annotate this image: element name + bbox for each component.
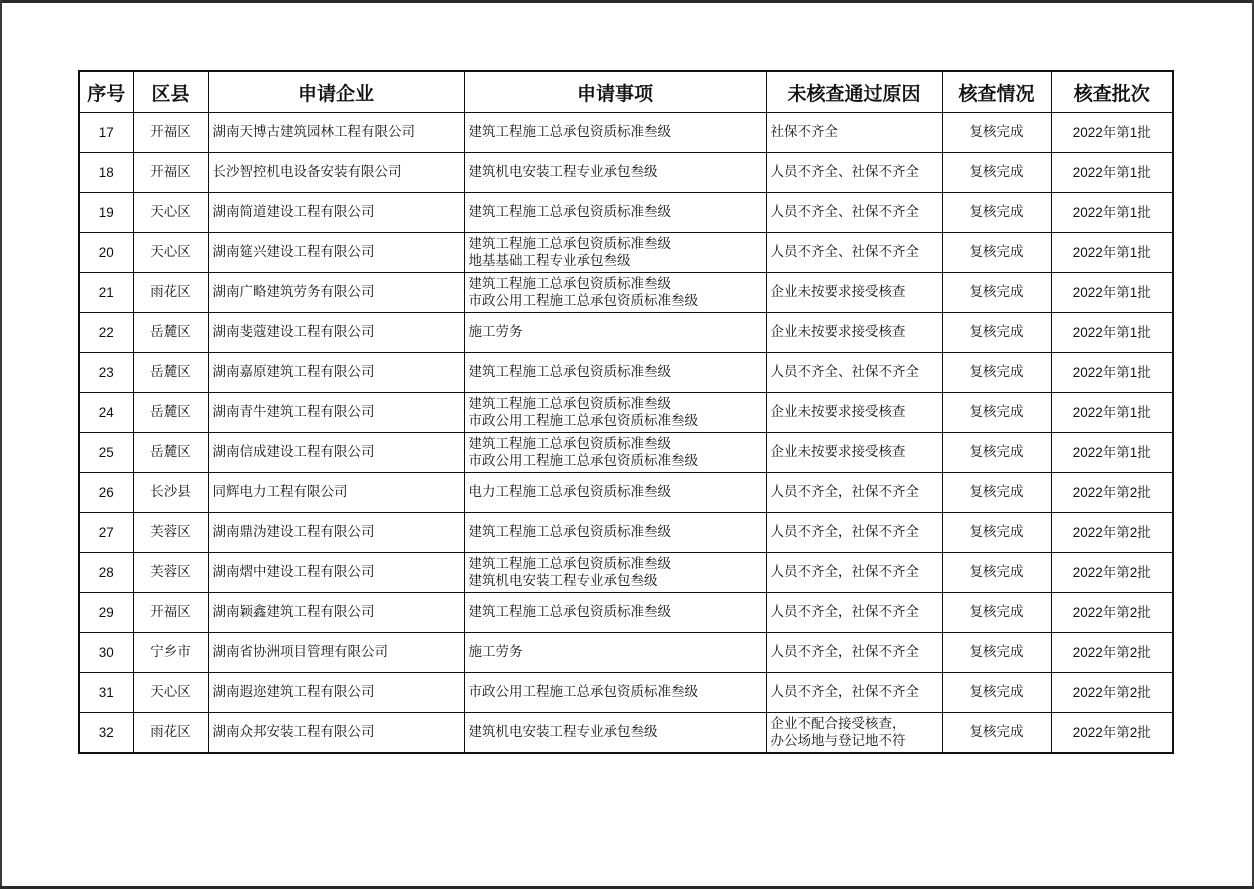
serial-number-cell: 23 <box>79 353 133 393</box>
district-cell: 长沙县 <box>133 473 208 513</box>
company-cell: 湖南熠中建设工程有限公司 <box>208 553 464 593</box>
district-cell: 宁乡市 <box>133 633 208 673</box>
check-batch-cell: 2022年第2批 <box>1051 513 1173 553</box>
serial-number-cell: 32 <box>79 713 133 754</box>
check-status-cell: 复核完成 <box>942 513 1051 553</box>
application-item-cell <box>464 673 766 713</box>
failure-reason-cell <box>766 273 942 313</box>
failure-reason-line: 企业未按要求接受核查 <box>770 284 906 300</box>
district-cell: 芙蓉区 <box>133 513 208 553</box>
serial-number-cell: 25 <box>79 433 133 473</box>
header-serial-number: 序号 <box>79 71 133 113</box>
district-cell: 岳麓区 <box>133 313 208 353</box>
table-row <box>79 673 1173 713</box>
failure-reason-line: 企业不配合接受核查， <box>770 715 906 732</box>
failure-reason-cell <box>766 633 942 673</box>
application-item-line: 建筑机电安装工程专业承包叁级 <box>468 572 658 589</box>
check-status-cell: 复核完成 <box>942 633 1051 673</box>
failure-reason-line: 企业未按要求接受核查 <box>770 404 906 420</box>
application-item-cell <box>464 113 766 153</box>
header-failure-reason: 未核查通过原因 <box>766 71 942 113</box>
check-status-cell: 复核完成 <box>942 273 1051 313</box>
failure-reason-cell <box>766 153 942 193</box>
failure-reason-cell <box>766 353 942 393</box>
header-check-status: 核查情况 <box>942 71 1051 113</box>
table-row <box>79 273 1173 313</box>
check-status-cell: 复核完成 <box>942 193 1051 233</box>
check-status-cell: 复核完成 <box>942 673 1051 713</box>
failure-reason-cell <box>766 393 942 433</box>
district-cell: 开福区 <box>133 113 208 153</box>
company-cell: 长沙智控机电设备安装有限公司 <box>208 153 464 193</box>
failure-reason-line: 办公场地与登记地不符 <box>770 732 906 749</box>
check-status-cell: 复核完成 <box>942 433 1051 473</box>
application-item-cell <box>464 713 766 754</box>
application-item-line: 市政公用工程施工总承包资质标准叁级 <box>468 292 698 309</box>
failure-reason-cell <box>766 673 942 713</box>
application-item-line: 地基基础工程专业承包叁级 <box>468 252 631 269</box>
application-item-line: 建筑工程施工总承包资质标准叁级 <box>468 124 671 140</box>
check-status-cell: 复核完成 <box>942 553 1051 593</box>
verification-results-table <box>78 70 1174 754</box>
application-item-line: 建筑工程施工总承包资质标准叁级 <box>468 555 671 572</box>
failure-reason-cell <box>766 553 942 593</box>
district-cell: 天心区 <box>133 233 208 273</box>
district-cell: 雨花区 <box>133 273 208 313</box>
header-application-item: 申请事项 <box>464 71 766 113</box>
check-batch-cell: 2022年第1批 <box>1051 193 1173 233</box>
serial-number-cell: 27 <box>79 513 133 553</box>
failure-reason-line: 人员不齐全，社保不齐全 <box>770 484 919 500</box>
table-row <box>79 313 1173 353</box>
check-batch-cell: 2022年第1批 <box>1051 233 1173 273</box>
check-status-cell: 复核完成 <box>942 353 1051 393</box>
failure-reason-cell <box>766 713 942 754</box>
check-status-cell: 复核完成 <box>942 713 1051 754</box>
company-cell: 同辉电力工程有限公司 <box>208 473 464 513</box>
district-cell: 天心区 <box>133 673 208 713</box>
company-cell: 湖南筵兴建设工程有限公司 <box>208 233 464 273</box>
check-batch-cell: 2022年第1批 <box>1051 313 1173 353</box>
application-item-cell <box>464 633 766 673</box>
failure-reason-cell <box>766 313 942 353</box>
serial-number-cell: 18 <box>79 153 133 193</box>
check-batch-cell: 2022年第1批 <box>1051 433 1173 473</box>
district-cell: 岳麓区 <box>133 353 208 393</box>
table-row <box>79 153 1173 193</box>
application-item-cell <box>464 153 766 193</box>
company-cell: 湖南信成建设工程有限公司 <box>208 433 464 473</box>
check-batch-cell: 2022年第2批 <box>1051 473 1173 513</box>
application-item-cell <box>464 353 766 393</box>
application-item-line: 建筑工程施工总承包资质标准叁级 <box>468 524 671 540</box>
check-batch-cell: 2022年第2批 <box>1051 633 1173 673</box>
table-header <box>79 71 1173 113</box>
company-cell: 湖南颖鑫建筑工程有限公司 <box>208 593 464 633</box>
application-item-line: 电力工程施工总承包资质标准叁级 <box>468 484 671 500</box>
check-batch-cell: 2022年第1批 <box>1051 353 1173 393</box>
application-item-cell <box>464 273 766 313</box>
check-status-cell: 复核完成 <box>942 393 1051 433</box>
district-cell: 芙蓉区 <box>133 553 208 593</box>
company-cell: 湖南斐蔻建设工程有限公司 <box>208 313 464 353</box>
header-row <box>79 71 1173 113</box>
failure-reason-cell <box>766 593 942 633</box>
application-item-line: 建筑工程施工总承包资质标准叁级 <box>468 435 671 452</box>
district-cell: 雨花区 <box>133 713 208 754</box>
check-status-cell: 复核完成 <box>942 313 1051 353</box>
application-item-cell <box>464 233 766 273</box>
failure-reason-cell <box>766 193 942 233</box>
failure-reason-line: 人员不齐全，社保不齐全 <box>770 524 919 540</box>
failure-reason-line: 企业未按要求接受核查 <box>770 324 906 340</box>
company-cell: 湖南遐迩建筑工程有限公司 <box>208 673 464 713</box>
table-row <box>79 433 1173 473</box>
check-batch-cell: 2022年第1批 <box>1051 153 1173 193</box>
application-item-line: 建筑工程施工总承包资质标准叁级 <box>468 395 671 412</box>
failure-reason-cell <box>766 433 942 473</box>
serial-number-cell: 21 <box>79 273 133 313</box>
table-row <box>79 233 1173 273</box>
serial-number-cell: 29 <box>79 593 133 633</box>
failure-reason-line: 人员不齐全，社保不齐全 <box>770 564 919 580</box>
failure-reason-cell <box>766 113 942 153</box>
application-item-line: 建筑机电安装工程专业承包叁级 <box>468 724 658 740</box>
failure-reason-line: 人员不齐全，社保不齐全 <box>770 604 919 620</box>
failure-reason-cell <box>766 233 942 273</box>
check-batch-cell: 2022年第2批 <box>1051 593 1173 633</box>
failure-reason-line: 企业未按要求接受核查 <box>770 444 906 460</box>
failure-reason-line: 人员不齐全、社保不齐全 <box>770 364 919 380</box>
table-row <box>79 193 1173 233</box>
company-cell: 湖南嘉原建筑工程有限公司 <box>208 353 464 393</box>
scan-border-top <box>0 0 1254 3</box>
application-item-cell <box>464 193 766 233</box>
district-cell: 岳麓区 <box>133 433 208 473</box>
failure-reason-line: 人员不齐全、社保不齐全 <box>770 164 919 180</box>
serial-number-cell: 19 <box>79 193 133 233</box>
serial-number-cell: 17 <box>79 113 133 153</box>
application-item-line: 建筑机电安装工程专业承包叁级 <box>468 164 658 180</box>
table-row <box>79 713 1173 754</box>
scan-border-left <box>0 0 2 889</box>
header-applicant-company: 申请企业 <box>208 71 464 113</box>
check-batch-cell: 2022年第1批 <box>1051 273 1173 313</box>
serial-number-cell: 31 <box>79 673 133 713</box>
application-item-line: 建筑工程施工总承包资质标准叁级 <box>468 364 671 380</box>
company-cell: 湖南简道建设工程有限公司 <box>208 193 464 233</box>
application-item-line: 建筑工程施工总承包资质标准叁级 <box>468 235 671 252</box>
district-cell: 岳麓区 <box>133 393 208 433</box>
check-batch-cell: 2022年第2批 <box>1051 553 1173 593</box>
check-status-cell: 复核完成 <box>942 473 1051 513</box>
check-batch-cell: 2022年第1批 <box>1051 393 1173 433</box>
header-check-batch: 核查批次 <box>1051 71 1173 113</box>
application-item-cell <box>464 553 766 593</box>
application-item-cell <box>464 433 766 473</box>
failure-reason-cell <box>766 513 942 553</box>
serial-number-cell: 30 <box>79 633 133 673</box>
application-item-line: 建筑工程施工总承包资质标准叁级 <box>468 604 671 620</box>
failure-reason-line: 人员不齐全，社保不齐全 <box>770 644 919 660</box>
application-item-line: 施工劳务 <box>468 324 523 340</box>
check-batch-cell: 2022年第2批 <box>1051 673 1173 713</box>
check-status-cell: 复核完成 <box>942 593 1051 633</box>
check-status-cell: 复核完成 <box>942 233 1051 273</box>
application-item-line: 建筑工程施工总承包资质标准叁级 <box>468 204 671 220</box>
check-batch-cell: 2022年第1批 <box>1051 113 1173 153</box>
failure-reason-line: 人员不齐全，社保不齐全 <box>770 684 919 700</box>
failure-reason-line: 人员不齐全、社保不齐全 <box>770 204 919 220</box>
company-cell: 湖南省协洲项目管理有限公司 <box>208 633 464 673</box>
application-item-cell <box>464 513 766 553</box>
application-item-line: 施工劳务 <box>468 644 523 660</box>
application-item-cell <box>464 473 766 513</box>
table-row <box>79 513 1173 553</box>
failure-reason-cell <box>766 473 942 513</box>
check-batch-cell: 2022年第2批 <box>1051 713 1173 754</box>
district-cell: 开福区 <box>133 153 208 193</box>
company-cell: 湖南天博古建筑园林工程有限公司 <box>208 113 464 153</box>
application-item-cell <box>464 593 766 633</box>
table-row <box>79 593 1173 633</box>
check-status-cell: 复核完成 <box>942 153 1051 193</box>
failure-reason-line: 社保不齐全 <box>770 124 838 140</box>
company-cell: 湖南鼎沩建设工程有限公司 <box>208 513 464 553</box>
application-item-cell <box>464 393 766 433</box>
table-row <box>79 113 1173 153</box>
company-cell: 湖南众邦安装工程有限公司 <box>208 713 464 754</box>
table-row <box>79 473 1173 513</box>
district-cell: 开福区 <box>133 593 208 633</box>
district-cell: 天心区 <box>133 193 208 233</box>
application-item-cell <box>464 313 766 353</box>
serial-number-cell: 26 <box>79 473 133 513</box>
table-row <box>79 353 1173 393</box>
table-body <box>79 113 1173 754</box>
check-status-cell: 复核完成 <box>942 113 1051 153</box>
company-cell: 湖南青牛建筑工程有限公司 <box>208 393 464 433</box>
application-item-line: 建筑工程施工总承包资质标准叁级 <box>468 275 671 292</box>
application-item-line: 市政公用工程施工总承包资质标准叁级 <box>468 412 698 429</box>
serial-number-cell: 24 <box>79 393 133 433</box>
table-row <box>79 553 1173 593</box>
company-cell: 湖南广略建筑劳务有限公司 <box>208 273 464 313</box>
table-row <box>79 393 1173 433</box>
application-item-line: 市政公用工程施工总承包资质标准叁级 <box>468 452 698 469</box>
failure-reason-line: 人员不齐全、社保不齐全 <box>770 244 919 260</box>
table-row <box>79 633 1173 673</box>
application-item-line: 市政公用工程施工总承包资质标准叁级 <box>468 684 698 700</box>
serial-number-cell: 20 <box>79 233 133 273</box>
serial-number-cell: 28 <box>79 553 133 593</box>
header-district: 区县 <box>133 71 208 113</box>
serial-number-cell: 22 <box>79 313 133 353</box>
